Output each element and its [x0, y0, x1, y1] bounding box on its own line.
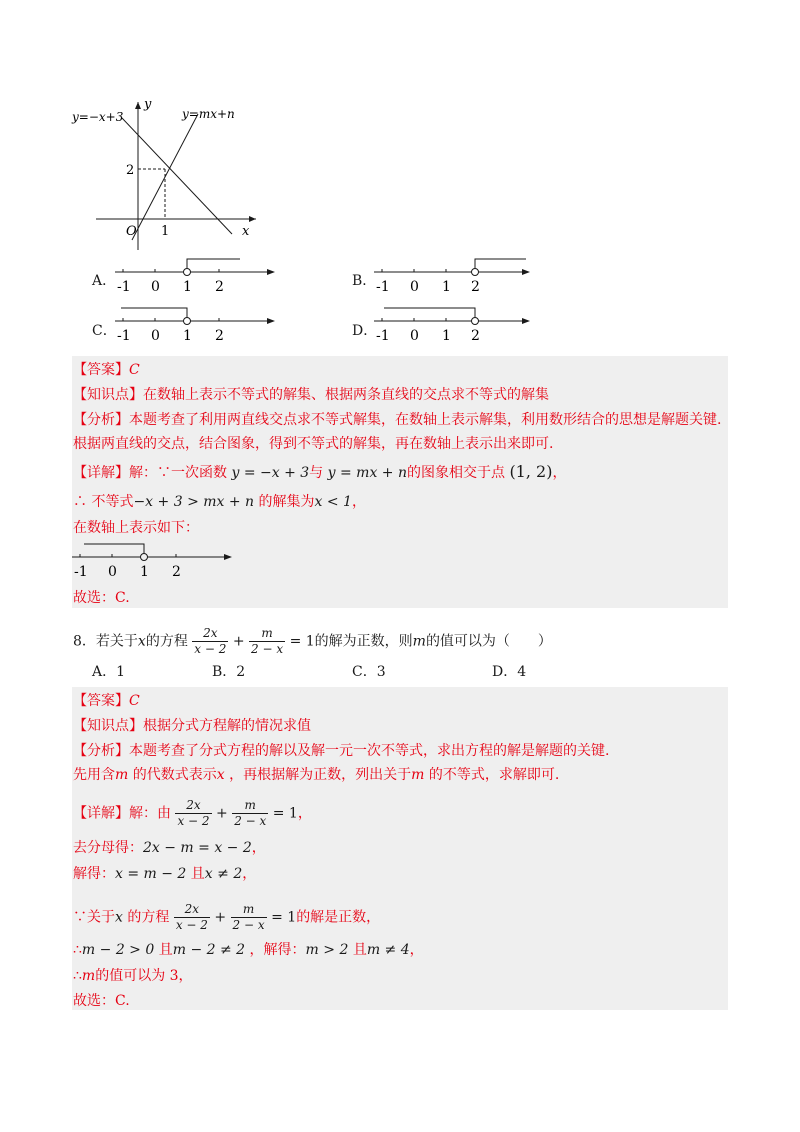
svg-text:0: 0	[410, 279, 419, 295]
option-d-numberline[interactable]	[374, 304, 544, 344]
svg-text:2: 2	[471, 279, 480, 295]
q7-answer: 【答案】C	[73, 362, 140, 378]
q8-answer: 【答案】C	[73, 693, 140, 709]
option-a-numberline[interactable]	[115, 255, 285, 295]
svg-text:0: 0	[410, 328, 419, 344]
svg-text:1: 1	[442, 328, 451, 344]
q7-choose: 故选：C.	[73, 590, 130, 606]
svg-text:-1: -1	[376, 328, 390, 344]
label-tick-x: 1	[161, 224, 170, 239]
q8-choose: 故选：C.	[73, 993, 130, 1009]
label-x-axis: x	[242, 224, 250, 239]
svg-text:1: 1	[183, 279, 192, 295]
svg-text:2: 2	[215, 328, 224, 344]
q8-knowledge: 【知识点】根据分式方程解的情况求值	[73, 718, 311, 734]
label-origin: O	[126, 224, 137, 239]
svg-text:0: 0	[151, 328, 160, 344]
option-d-letter[interactable]: D．	[352, 323, 378, 339]
svg-text:2: 2	[172, 564, 181, 578]
svg-text:2: 2	[215, 279, 224, 295]
svg-text:0: 0	[108, 564, 117, 578]
q8-detail-solve: 解得：x = m − 2 且x ≠ 2，	[73, 866, 257, 882]
q7-analysis-line2: 根据两直线的交点，结合图象，得到不等式的解集，再在数轴上表示出来即可.	[73, 436, 554, 452]
option-a-letter[interactable]: A．	[92, 273, 117, 289]
q8-option-d[interactable]: D．4	[492, 664, 527, 680]
option-b-numberline[interactable]	[374, 255, 544, 295]
q7-solution-numberline	[72, 538, 242, 578]
linear-functions-graph	[70, 92, 270, 252]
q8-question: 8．若关于x的方程 $\frac{2x}{x - 2}$ + $\frac{m}{2 - x}$ = 1的解为正数，则m的值可以为（ ）	[73, 626, 552, 656]
option-c-letter[interactable]: C．	[92, 323, 117, 339]
q8-option-b[interactable]: B．2	[212, 664, 246, 680]
label-tick-y: 2	[126, 163, 135, 178]
q8-option-a[interactable]: A．1	[92, 664, 126, 680]
q8-detail-value: ∴m的值可以为 3，	[73, 968, 193, 984]
label-y-axis: y	[144, 97, 152, 112]
q8-option-c[interactable]: C．3	[352, 664, 386, 680]
q8-analysis-line1: 【分析】本题考查了分式方程的解以及解一元一次不等式，求出方程的解是解题的关键.	[73, 743, 610, 759]
svg-text:0: 0	[151, 279, 160, 295]
svg-text:-1: -1	[117, 328, 131, 344]
label-eq1: y=−x+3	[72, 110, 124, 124]
q7-detail-line1: 【详解】解：∵一次函数 y = −x + 3与 y = mx + n的图象相交于点 (1, 2)，	[73, 462, 567, 481]
q7-detail-line2: ∴ 不等式−x + 3 > mx + n 的解集为x < 1，	[73, 494, 366, 510]
svg-text:-1: -1	[74, 564, 88, 578]
q8-detail-line1: 【详解】解：由 $\frac{2x}{x - 2}$ + $\frac{m}{2 - x}$ = 1，	[73, 798, 312, 828]
q8-detail-since: ∵关于x 的方程 $\frac{2x}{x - 2}$ + $\frac{m}{2 - x}$ = 1的解是正数，	[73, 902, 381, 932]
svg-text:-1: -1	[117, 279, 131, 295]
option-b-letter[interactable]: B．	[352, 273, 377, 289]
q8-detail-clear: 去分母得：2x − m = x − 2，	[73, 840, 266, 856]
q7-analysis-line1: 【分析】本题考查了利用两直线交点求不等式解集，在数轴上表示解集，利用数形结合的思想是解题关键.	[73, 412, 722, 428]
svg-text:2: 2	[471, 328, 480, 344]
svg-text:1: 1	[183, 328, 192, 344]
q7-knowledge: 【知识点】在数轴上表示不等式的解集、根据两条直线的交点求不等式的解集	[73, 387, 549, 403]
option-c-numberline[interactable]	[115, 304, 285, 344]
svg-text:-1: -1	[376, 279, 390, 295]
q8-detail-inequality: ∴m − 2 > 0 且m − 2 ≠ 2 ，解得：m > 2 且m ≠ 4，	[73, 942, 424, 958]
q7-detail-line3: 在数轴上表示如下：	[73, 520, 199, 536]
label-eq2: y=mx+n	[182, 107, 235, 121]
svg-text:1: 1	[140, 564, 149, 578]
q8-analysis-line2: 先用含m 的代数式表示x ，再根据解为正数，列出关于m 的不等式，求解即可.	[73, 767, 560, 783]
svg-text:1: 1	[442, 279, 451, 295]
